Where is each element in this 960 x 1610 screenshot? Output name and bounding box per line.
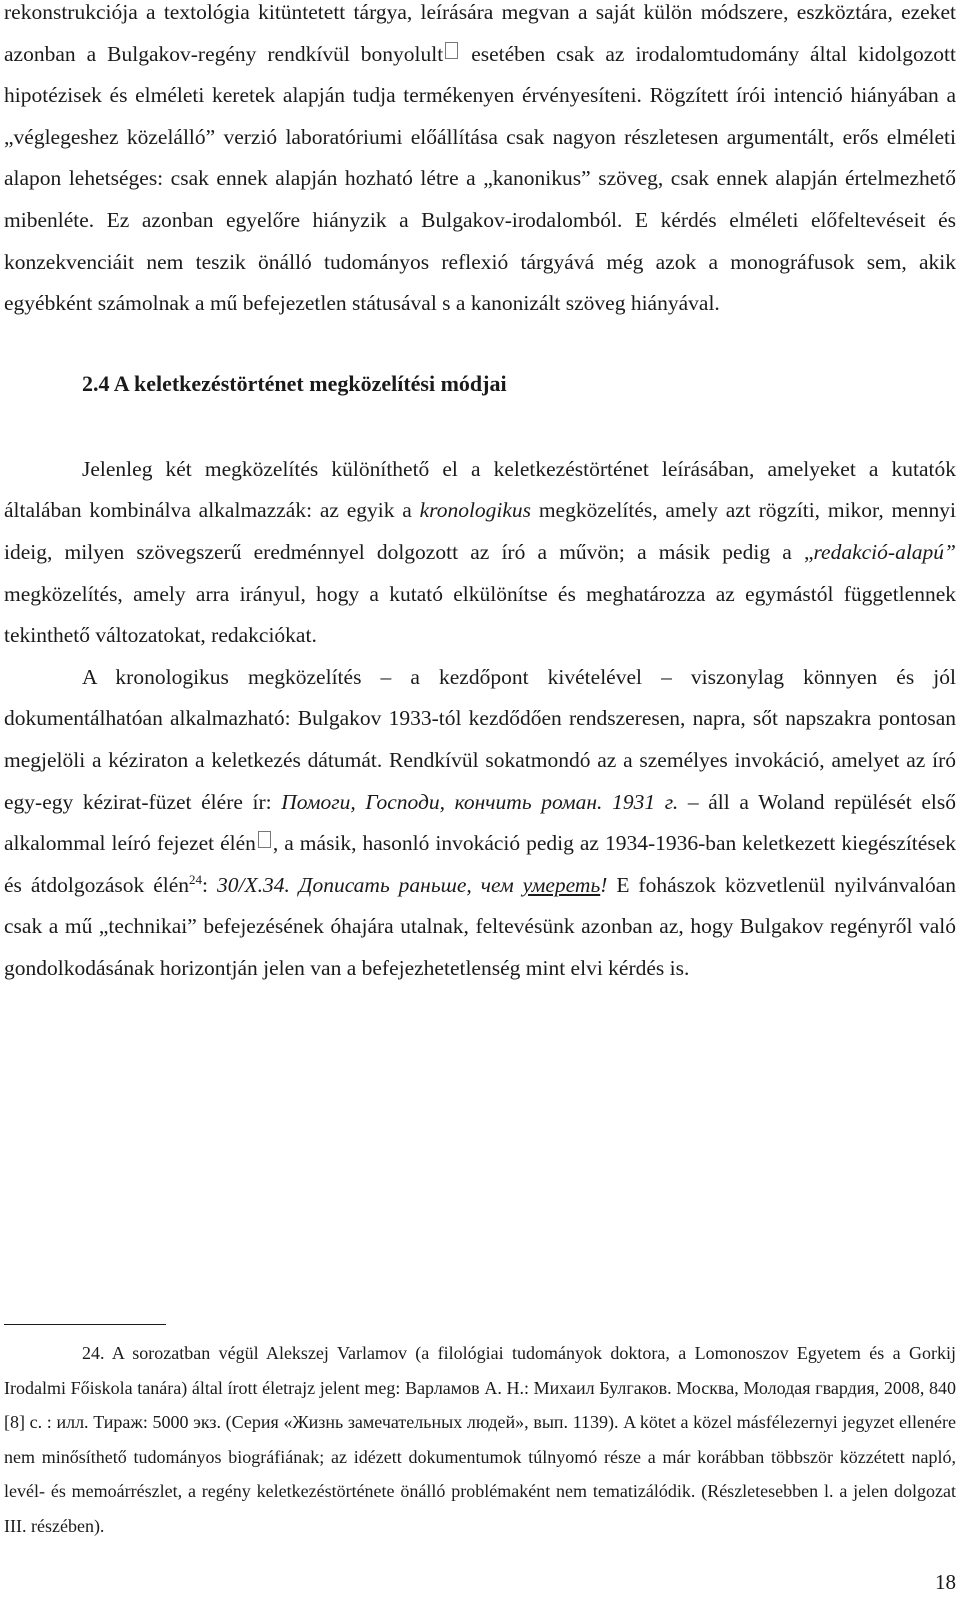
section-heading: 2.4 A keletkezéstörténet megközelítési módjai: [82, 370, 507, 396]
chrono-text-3: , a másik, hasonló invokáció pedig az 1934-1936-ban keletkezett kiegészítések és átdolgozások élén: [4, 831, 956, 897]
approaches-text-1: Jelenleg két megközelítés különíthető el a keletkezéstörténet leírásában, amelyeket a kutatók általában kombinálva alkalmazzák: az egyik a: [4, 456, 956, 523]
paragraph-intro-part1: rekonstrukciója a textológia kitüntetett tárgya, leírására megvan a saját külön módszere, eszköztára, ezeket azonban a Bulgakov-regény rendkívül bonyolult: [4, 0, 956, 66]
paragraph-chronological: [4, 657, 956, 990]
footnote-24: 24. A sorozatban végül Alekszej Varlamov (a filológiai tudományok doktora, a Lomonoszov Egyetem és a Gorkij Irodalmi Főiskola tanára) által írott életrajz jelent meg: Варламов А. Н.: Михаил Булгаков. Москва, Молодая гвардия, 2008, 840 [8] с. : илл. Тираж: 5000 экз. (Серия «Жизнь замечательных людей», вып. 1139). A kötet a közel másfélezernyi jegyzet ellenére nem minősíthető tudományos biográfiának; az idézett dokumentumok túlnyomó része a már korábban többször közzétett napló, levél- és memoárrészlet, a regény keletkezéstörténete önálló problémaként nem tematizálódik. (Részletesebben l. a jelen dolgozat III. részében).: [4, 1343, 956, 1536]
chrono-text-1: A kronologikus megközelítés – a kezdőpont kivételével – viszonylag könnyen és jól dokumentálhatóan alkalmazható: Bulgakov 1933-tól kezdődően rendszeresen, napra, sőt napszakra pontosan megjelöli a kéziraton a keletkezés dátumát. Rendkívül sokatmondó az a személyes invokáció, amelyet az író egy-egy kézirat-füzet élére ír:: [4, 664, 956, 814]
paragraph-intro: [4, 0, 956, 325]
chrono-russian-invocation-1: Помоги, Господи, кончить роман. 1931 г.: [281, 789, 679, 814]
approaches-emphasis-1: kronologikus: [419, 498, 532, 523]
approaches-text-2: megközelítés, amely azt rögzíti, mikor, mennyi ideig, milyen szövegszerű eredménnyel dolgozott az író a művön; a másik pedig a „: [4, 498, 956, 564]
chrono-russian-invocation-2: 30/X.34. Дописать раньше, чем: [216, 872, 523, 897]
approaches-emphasis-2: redakció-alapú”: [813, 539, 956, 564]
chrono-text-2: – áll a Woland repülését első alkalommal leíró fejezet élén: [4, 789, 956, 856]
missing-glyph-box: [445, 42, 458, 59]
paragraph-approaches: [4, 449, 956, 657]
approaches-text-3: megközelítés, amely arra irányul, hogy a kutató elkülönítse és meghatározza az egymástól függetlennek tekinthető változatokat, redakciókat.: [4, 581, 956, 648]
chrono-text-5: E fohászok közvetlenül nyilvánvalóan csak a mű „technikai” befejezésének óhajára utalnak, feltevésünk azonban az, hogy Bulgakov regényről való gondolkodásának horizontján jelen van a befejezhetetlenség mint elvi kérdés is.: [4, 872, 956, 980]
page-number: 18: [935, 1570, 956, 1594]
missing-glyph-box: [258, 831, 271, 848]
footnote-divider: [4, 1324, 166, 1325]
document-page: [4, 0, 956, 1536]
chrono-exclamation: !: [600, 872, 608, 897]
chrono-text-4: :: [202, 872, 217, 897]
paragraph-intro-part2: esetében csak az irodalomtudomány által kidolgozott hipotézisek és elméleti keretek alapján tudja termékenyen érvényesíteni. Rögzített írói intenció hiányában a „véglegeshez közelálló” verzió laboratóriumi előállítása csak nagyon részletesen argumentált, erős elméleti alapon lehetséges: csak ennek alapján hozható létre a „kanonikus” szöveg, csak ennek alapján értelmezhető mibenléte. Ez azonban egyelőre hiányzik a Bulgakov-irodalomból. E kérdés elméleti előfeltevéseit és konzekvenciáit nem teszik önálló tudományos reflexió tárgyává még azok a monográfusok sem, akik egyébként számolnak a mű befejezetlen státusával s a kanonizált szöveg hiányával.: [4, 41, 956, 316]
footnote-reference[interactable]: 24: [189, 871, 203, 887]
chrono-underlined-word: умереть: [522, 872, 601, 897]
